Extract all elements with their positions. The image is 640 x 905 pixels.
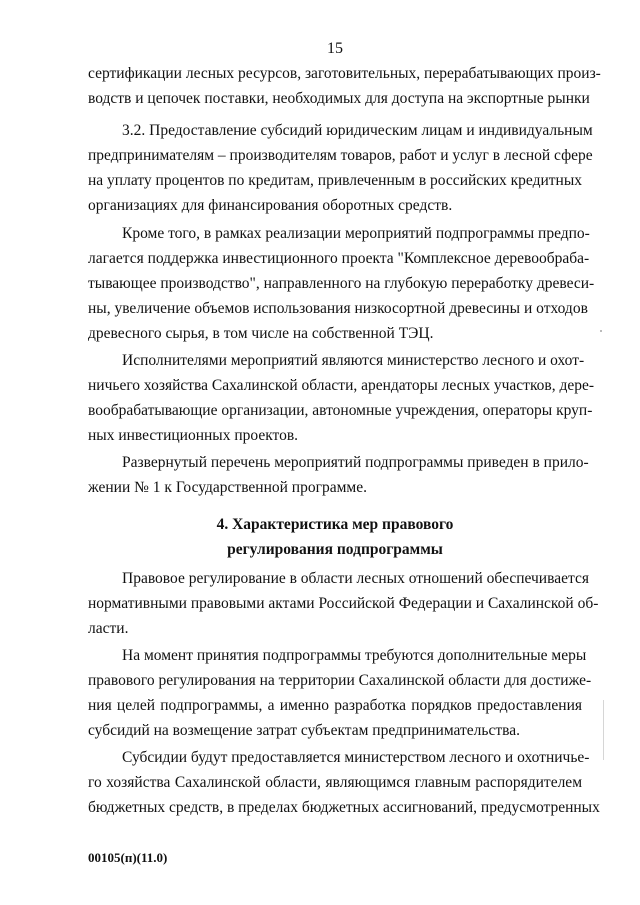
paragraph-line: предпринимателям – производителям товаров, работ и услуг в лесной сфере bbox=[88, 147, 593, 164]
paragraph-line: нормативными правовыми актами Российской Федерации и Сахалинской об- bbox=[88, 595, 599, 612]
paragraph-line: жении № 1 к Государственной программе. bbox=[88, 479, 367, 496]
paragraph-line: ны, увеличение объемов использования низкосортной древесины и отходов bbox=[88, 300, 588, 317]
paragraph-line: ния целей подпрограммы, а именно разработка порядков предоставления bbox=[88, 697, 582, 714]
paragraph-line: организациях для финансирования оборотных средств. bbox=[88, 197, 453, 214]
paragraph-line: сертификации лесных ресурсов, заготовительных, перерабатывающих произ- bbox=[88, 65, 601, 82]
paragraph-line: ных инвестиционных проектов. bbox=[88, 427, 299, 444]
page-number: 15 bbox=[327, 40, 343, 57]
paragraph-line: На момент принятия подпрограммы требуются дополнительные меры bbox=[122, 647, 587, 664]
scan-mark bbox=[603, 700, 604, 760]
paragraph-line: го хозяйства Сахалинской области, являющимся главным распорядителем bbox=[88, 774, 582, 791]
paragraph-line: лагается поддержка инвестиционного проекта "Комплексное деревообраба- bbox=[88, 250, 590, 267]
paragraph-line: правового регулирования на территории Сахалинской области для достиже- bbox=[88, 672, 592, 689]
paragraph-line: тывающее производство", направленного на глубокую переработку древеси- bbox=[88, 275, 595, 292]
footer-code: 00105(п)(11.0) bbox=[88, 850, 168, 865]
section-heading: регулирования подпрограммы bbox=[227, 541, 443, 558]
paragraph-line: на уплату процентов по кредитам, привлеченным в российских кредитных bbox=[88, 172, 582, 189]
paragraph-line: древесного сырья, в том числе на собственной ТЭЦ. bbox=[88, 325, 434, 342]
paragraph-line: Исполнителями мероприятий являются министерство лесного и охот- bbox=[122, 352, 585, 369]
paragraph-line: ласти. bbox=[88, 620, 129, 637]
paragraph-line: ничьего хозяйства Сахалинской области, арендаторы лесных участков, дере- bbox=[88, 377, 595, 394]
paragraph-line: водств и цепочек поставки, необходимых для доступа на экспортные рынки bbox=[88, 90, 590, 107]
paragraph-line: субсидий на возмещение затрат субъектам предпринимательства. bbox=[88, 722, 521, 739]
paragraph-line: Правовое регулирование в области лесных отношений обеспечивается bbox=[122, 570, 589, 587]
paragraph-line: Развернутый перечень мероприятий подпрограммы приведен в прило- bbox=[122, 454, 589, 471]
paragraph-line: Субсидии будут предоставляется министерством лесного и охотничье- bbox=[122, 749, 590, 766]
paragraph-line: 3.2. Предоставление субсидий юридическим лицам и индивидуальным bbox=[122, 122, 593, 139]
paragraph-line: Кроме того, в рамках реализации мероприятий подпрограммы предпо- bbox=[122, 225, 590, 242]
scan-speck bbox=[600, 330, 602, 332]
paragraph-line: вообрабатывающие организации, автономные учреждения, операторы круп- bbox=[88, 402, 593, 419]
section-heading: 4. Характеристика мер правового bbox=[216, 516, 454, 533]
paragraph-line: бюджетных средств, в пределах бюджетных ассигнований, предусмотренных bbox=[88, 799, 600, 816]
